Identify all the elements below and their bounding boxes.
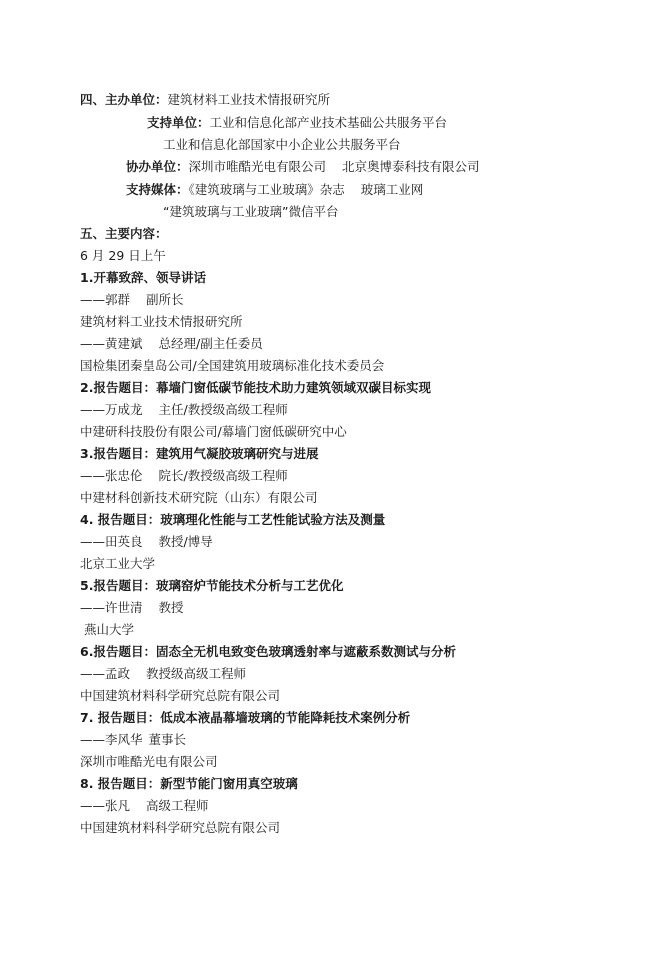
coorg-line (126, 159, 480, 175)
media-1: 《建筑玻璃与工业玻璃》杂志 (188, 182, 345, 197)
speaker-org: 燕山大学 (84, 622, 135, 637)
media-2: 玻璃工业网 (360, 182, 424, 197)
speaker-name: ——郭群 (80, 292, 131, 307)
media-3: “建筑玻璃与工业玻璃”微信平台 (163, 204, 339, 219)
organizer-name: 建筑材料工业技术情报研究所 (167, 92, 331, 107)
speaker-name: ——张忠伦 (80, 468, 143, 483)
speaker-org: 中国建筑材料科学研究总院有限公司 (80, 820, 281, 835)
speaker-org: 国检集团秦皇岛公司/全国建筑用玻璃标准化技术委员会 (80, 358, 385, 373)
speaker-role: 教授/博导 (158, 534, 213, 549)
section5-heading: 五、主要内容： (80, 226, 168, 241)
support-label: 支持单位： (147, 115, 210, 130)
item1-title: 1.开幕致辞、领导讲话 (80, 270, 206, 285)
speaker-name: ——张凡 (80, 798, 131, 813)
support-line-1 (147, 115, 447, 131)
report-speaker-line (80, 666, 246, 682)
media-label: 支持媒体： (126, 182, 189, 197)
support-line-2 (163, 137, 401, 153)
speaker-org: 深圳市唯酷光电有限公司 (80, 754, 218, 769)
report-speaker-line (80, 468, 288, 484)
coorg-2: 北京奥博泰科技有限公司 (342, 159, 480, 174)
report-title: 8. 报告题目：新型节能门窗用真空玻璃 (80, 776, 298, 791)
report-title: 6.报告题目：固态全无机电致变色玻璃透射率与遮蔽系数测试与分析 (80, 644, 456, 659)
speaker-org: 中建材科创新技术研究院（山东）有限公司 (80, 490, 318, 505)
support-org-2: 工业和信息化部国家中小企业公共服务平台 (163, 137, 401, 152)
report-title: 2.报告题目：幕墙门窗低碳节能技术助力建筑领域双碳目标实现 (80, 380, 431, 395)
speaker-role: 主任/教授级高级工程师 (158, 402, 288, 417)
report-speaker-line (80, 732, 186, 748)
speaker-name: ——孟政 (80, 666, 131, 681)
report-title: 7. 报告题目：低成本液晶幕墙玻璃的节能降耗技术案例分析 (80, 710, 411, 725)
speaker-name: ——李风华 (80, 732, 143, 747)
speaker-name: ——黄建斌 (80, 336, 143, 351)
report-speaker-line (80, 600, 184, 616)
media-line-2 (163, 204, 338, 220)
speaker-name: ——许世清 (80, 600, 143, 615)
speaker-role: 教授 (158, 600, 184, 615)
speaker-role: 高级工程师 (146, 798, 209, 813)
support-org-1: 工业和信息化部产业技术基础公共服务平台 (209, 115, 448, 130)
report-title: 3.报告题目：建筑用气凝胶玻璃研究与进展 (80, 446, 319, 461)
session-date: 6 月 29 日上午 (80, 248, 166, 263)
report-speaker-line (80, 534, 213, 550)
speaker-org: 中建研科技股份有限公司/幕墙门窗低碳研究中心 (80, 424, 347, 439)
section4-heading-line (80, 92, 330, 108)
speaker-role: 总经理/副主任委员 (158, 336, 263, 351)
coorg-label: 协办单位： (126, 159, 189, 174)
report-speaker-line (80, 402, 288, 418)
item1-speaker-1-line (80, 292, 184, 308)
speaker-name: ——田英良 (80, 534, 143, 549)
report-title: 4. 报告题目：玻璃理化性能与工艺性能试验方法及测量 (80, 512, 386, 527)
speaker-role: 副所长 (146, 292, 184, 307)
speaker-org: 建筑材料工业技术情报研究所 (80, 314, 243, 329)
speaker-role: 院长/教授级高级工程师 (158, 468, 288, 483)
speaker-org: 北京工业大学 (80, 556, 156, 571)
media-line-1 (126, 182, 423, 198)
section4-label: 四、主办单位： (80, 92, 168, 107)
report-title: 5.报告题目：玻璃窑炉节能技术分析与工艺优化 (80, 578, 344, 593)
item1-speaker-2-line (80, 336, 263, 352)
speaker-org: 中国建筑材料科学研究总院有限公司 (80, 688, 281, 703)
speaker-role: 教授级高级工程师 (146, 666, 247, 681)
speaker-role: 董事长 (148, 732, 187, 747)
speaker-name: ——万成龙 (80, 402, 143, 417)
report-speaker-line (80, 798, 209, 814)
coorg-1: 深圳市唯酷光电有限公司 (188, 159, 327, 174)
